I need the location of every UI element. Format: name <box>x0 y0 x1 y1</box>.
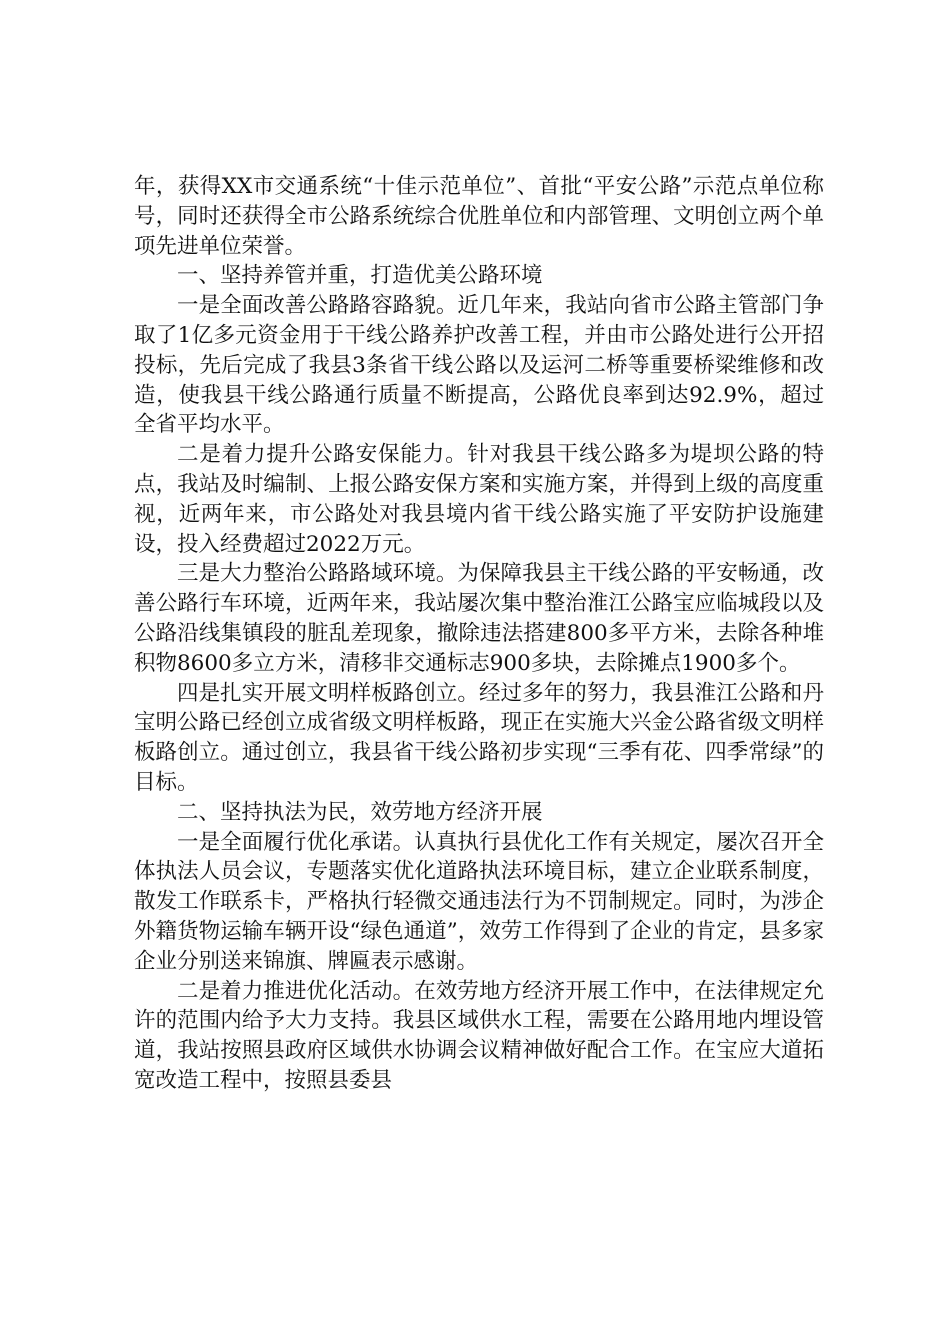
section-heading-2: 二、坚持执法为民，效劳地方经济开展 <box>177 799 543 825</box>
section-heading-1: 一、坚持养管并重，打造优美公路环境 <box>177 263 543 289</box>
paragraph-2: 一是全面改善公路路容路貌。近几年来，我站向省市公路主管部门争取了1亿多元资金用于干线公路养护改善工程，并由市公路处进行公开招投标，先后完成了我县3条省干线公路以及运河二桥等重要桥梁维修和改造，使我县干线公路通行质量不断提高，公路优良率到达92.9%，超过全省平均水平。 <box>134 293 824 438</box>
paragraph-1: 年，获得XX市交通系统“十佳示范单位”、首批“平安公路”示范点单位称号，同时还获得全市公路系统综合优胜单位和内部管理、文明创立两个单项先进单位荣誉。 <box>134 174 824 259</box>
paragraph-5: 四是扎实开展文明样板路创立。经过多年的努力，我县淮江公路和丹宝明公路已经创立成省级文明样板路，现正在实施大兴金公路省级文明样板路创立。通过创立，我县省干线公路初步实现“三季有花、四季常绿”的目标。 <box>134 680 824 795</box>
document-body <box>134 172 824 1096</box>
paragraph-4: 三是大力整治公路路域环境。为保障我县主干线公路的平安畅通，改善公路行车环境，近两年来，我站屡次集中整治淮江公路宝应临城段以及公路沿线集镇段的脏乱差现象，撤除违法搭建800多平方米，去除各种堆积物8600多立方米，清移非交通标志900多块，去除摊点1900多个。 <box>134 561 824 676</box>
paragraph-6: 一是全面履行优化承诺。认真执行县优化工作有关规定，屡次召开全体执法人员会议，专题落实优化道路执法环境目标，建立企业联系制度，散发工作联系卡，严格执行轻微交通违法行为不罚制规定。同时，为涉企外籍货物运输车辆开设“绿色通道”，效劳工作得到了企业的肯定，县多家企业分别送来锦旗、牌匾表示感谢。 <box>134 829 824 974</box>
paragraph-7: 二是着力推进优化活动。在效劳地方经济开展工作中，在法律规定允许的范围内给予大力支持。我县区域供水工程，需要在公路用地内埋设管道，我站按照县政府区域供水协调会议精神做好配合工作。在宝应大道拓宽改造工程中，按照县委县 <box>134 978 824 1093</box>
paragraph-3: 二是着力提升公路安保能力。针对我县干线公路多为堤坝公路的特点，我站及时编制、上报公路安保方案和实施方案，并得到上级的高度重视，近两年来，市公路处对我县境内省干线公路实施了平安防护设施建设，投入经费超过2022万元。 <box>134 442 824 557</box>
